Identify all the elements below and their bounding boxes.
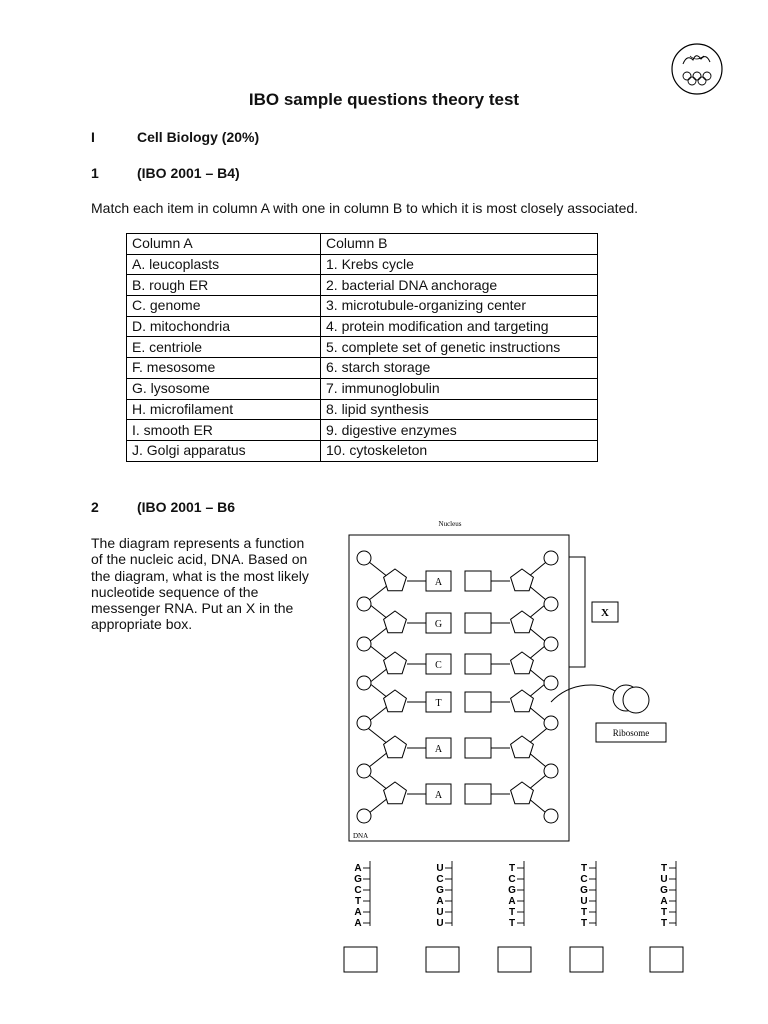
question-1-number: 1 bbox=[91, 165, 99, 181]
sugar-pentagon bbox=[384, 569, 407, 591]
sugar-pentagon bbox=[511, 736, 534, 758]
question-2-text-line: nucleotide sequence of the bbox=[91, 583, 259, 600]
column-b-cell: 2. bacterial DNA anchorage bbox=[321, 275, 598, 296]
nucleus-outline bbox=[349, 535, 569, 841]
column-a-cell: E. centriole bbox=[127, 337, 321, 358]
column-b-cell: 7. immunoglobulin bbox=[321, 378, 598, 399]
question-1-instruction: Match each item in column A with one in column B to which it is most closely associated. bbox=[91, 200, 639, 216]
column-b-cell: 1. Krebs cycle bbox=[321, 254, 598, 275]
option-letter: T bbox=[508, 863, 516, 874]
option-letter: U bbox=[436, 918, 444, 929]
column-b-cell: 4. protein modification and targeting bbox=[321, 316, 598, 337]
bracket bbox=[569, 557, 585, 667]
sugar-pentagon bbox=[384, 736, 407, 758]
table-row bbox=[127, 399, 598, 420]
option-letter: U bbox=[436, 907, 444, 918]
sugar-pentagon bbox=[511, 611, 534, 633]
question-2-text-line: of the nucleic acid, DNA. Based on bbox=[91, 551, 308, 568]
option-letter: T bbox=[508, 907, 516, 918]
column-b-cell: 5. complete set of genetic instructions bbox=[321, 337, 598, 358]
empty-base-box bbox=[465, 654, 491, 674]
answer-checkbox bbox=[498, 947, 531, 972]
empty-base-box bbox=[465, 613, 491, 633]
empty-base-box bbox=[465, 571, 491, 591]
base-letter: T bbox=[435, 698, 442, 709]
option-letter: T bbox=[660, 863, 668, 874]
option-letter: T bbox=[580, 863, 588, 874]
question-1-reference: (IBO 2001 – B4) bbox=[137, 165, 240, 181]
option-letter: G bbox=[580, 885, 588, 896]
table-row bbox=[127, 440, 598, 461]
phosphate-circle bbox=[544, 809, 558, 823]
mrna-strand bbox=[551, 685, 620, 702]
phosphate-circle bbox=[544, 597, 558, 611]
sugar-pentagon bbox=[511, 782, 534, 804]
question-2-reference: (IBO 2001 – B6 bbox=[137, 499, 236, 515]
question-2-number: 2 bbox=[91, 499, 99, 515]
option-letter: G bbox=[508, 885, 516, 896]
phosphate-circle bbox=[544, 764, 558, 778]
base-letter: A bbox=[434, 744, 443, 755]
option-letter: G bbox=[354, 874, 362, 885]
question-2-text-line: The diagram represents a function bbox=[91, 535, 305, 551]
question-2-text-line: messenger RNA. Put an X in the bbox=[91, 600, 294, 617]
empty-base-box bbox=[465, 784, 491, 804]
column-b-cell: 9. digestive enzymes bbox=[321, 420, 598, 441]
option-letter: U bbox=[436, 863, 444, 874]
sugar-pentagon bbox=[384, 652, 407, 674]
section-number: I bbox=[91, 129, 95, 145]
option-letter: T bbox=[354, 896, 362, 907]
document-title: IBO sample questions theory test bbox=[248, 90, 520, 109]
empty-base-box bbox=[465, 692, 491, 712]
sugar-pentagon bbox=[511, 569, 534, 591]
empty-base-box bbox=[465, 738, 491, 758]
option-letter: A bbox=[354, 918, 362, 929]
table-row bbox=[127, 254, 598, 275]
option-letter: A bbox=[354, 863, 362, 874]
answer-checkbox bbox=[426, 947, 459, 972]
answer-options bbox=[330, 855, 700, 980]
option-letter: A bbox=[436, 896, 444, 907]
table-row bbox=[127, 358, 598, 379]
option-letter: T bbox=[508, 918, 516, 929]
column-b-cell: 6. starch storage bbox=[321, 358, 598, 379]
base-letter: C bbox=[435, 660, 442, 671]
column-a-cell: G. lysosome bbox=[127, 378, 321, 399]
dna-label: DNA bbox=[353, 832, 369, 840]
column-a-cell: C. genome bbox=[127, 296, 321, 317]
table-row bbox=[127, 296, 598, 317]
base-letter: A bbox=[434, 577, 443, 588]
phosphate-circle bbox=[357, 716, 371, 730]
dna-transcription-diagram bbox=[340, 512, 680, 847]
table-row bbox=[127, 378, 598, 399]
option-letter: A bbox=[508, 896, 516, 907]
x-label: X bbox=[601, 607, 609, 619]
phosphate-circle bbox=[357, 764, 371, 778]
answer-checkbox bbox=[570, 947, 603, 972]
base-letter: G bbox=[434, 619, 443, 630]
phosphate-circle bbox=[544, 637, 558, 651]
phosphate-circle bbox=[357, 809, 371, 823]
column-a-cell: A. leucoplasts bbox=[127, 254, 321, 275]
phosphate-circle bbox=[544, 551, 558, 565]
question-2-text bbox=[91, 535, 321, 633]
table-row bbox=[127, 316, 598, 337]
sugar-pentagon bbox=[384, 611, 407, 633]
phosphate-circle bbox=[544, 716, 558, 730]
option-letter: A bbox=[354, 907, 362, 918]
question-2-text-line: the diagram, what is the most likely bbox=[91, 567, 309, 584]
matching-table bbox=[126, 233, 598, 462]
option-letter: U bbox=[660, 874, 668, 885]
column-b-cell: 10. cytoskeleton bbox=[321, 440, 598, 461]
option-letter: T bbox=[660, 918, 668, 929]
column-b-header: Column B bbox=[321, 234, 598, 255]
option-letter: G bbox=[660, 885, 668, 896]
column-a-cell: B. rough ER bbox=[127, 275, 321, 296]
table-header-row bbox=[127, 234, 598, 255]
column-a-cell: H. microfilament bbox=[127, 399, 321, 420]
column-a-header: Column A bbox=[127, 234, 321, 255]
option-letter: A bbox=[660, 896, 668, 907]
option-letter: C bbox=[354, 885, 362, 896]
column-a-cell: D. mitochondria bbox=[127, 316, 321, 337]
sugar-pentagon bbox=[511, 652, 534, 674]
nucleus-label: Nucleus bbox=[438, 520, 462, 528]
column-b-cell: 3. microtubule-organizing center bbox=[321, 296, 598, 317]
column-a-cell: F. mesosome bbox=[127, 358, 321, 379]
option-letter: C bbox=[436, 874, 444, 885]
ribosome-label: Ribosome bbox=[612, 728, 650, 738]
table-row bbox=[127, 420, 598, 441]
column-a-cell: J. Golgi apparatus bbox=[127, 440, 321, 461]
question-2-text-line: appropriate box. bbox=[91, 616, 193, 633]
phosphate-circle bbox=[357, 676, 371, 690]
option-letter: G bbox=[436, 885, 444, 896]
answer-checkbox bbox=[650, 947, 683, 972]
table-row bbox=[127, 337, 598, 358]
ibo-logo bbox=[670, 42, 724, 96]
phosphate-circle bbox=[544, 676, 558, 690]
sugar-pentagon bbox=[511, 690, 534, 712]
option-letter: C bbox=[508, 874, 516, 885]
phosphate-circle bbox=[357, 597, 371, 611]
option-letter: C bbox=[580, 874, 588, 885]
column-a-cell: I. smooth ER bbox=[127, 420, 321, 441]
base-letter: A bbox=[434, 790, 443, 801]
answer-checkbox bbox=[344, 947, 377, 972]
sugar-pentagon bbox=[384, 782, 407, 804]
option-letter: T bbox=[580, 918, 588, 929]
sugar-pentagon bbox=[384, 690, 407, 712]
option-letter: U bbox=[580, 896, 588, 907]
option-letter: T bbox=[580, 907, 588, 918]
ribosome-subunit bbox=[623, 687, 649, 713]
phosphate-circle bbox=[357, 551, 371, 565]
option-letter: T bbox=[660, 907, 668, 918]
table-row bbox=[127, 275, 598, 296]
phosphate-circle bbox=[357, 637, 371, 651]
column-b-cell: 8. lipid synthesis bbox=[321, 399, 598, 420]
section-title: Cell Biology (20%) bbox=[137, 129, 260, 145]
